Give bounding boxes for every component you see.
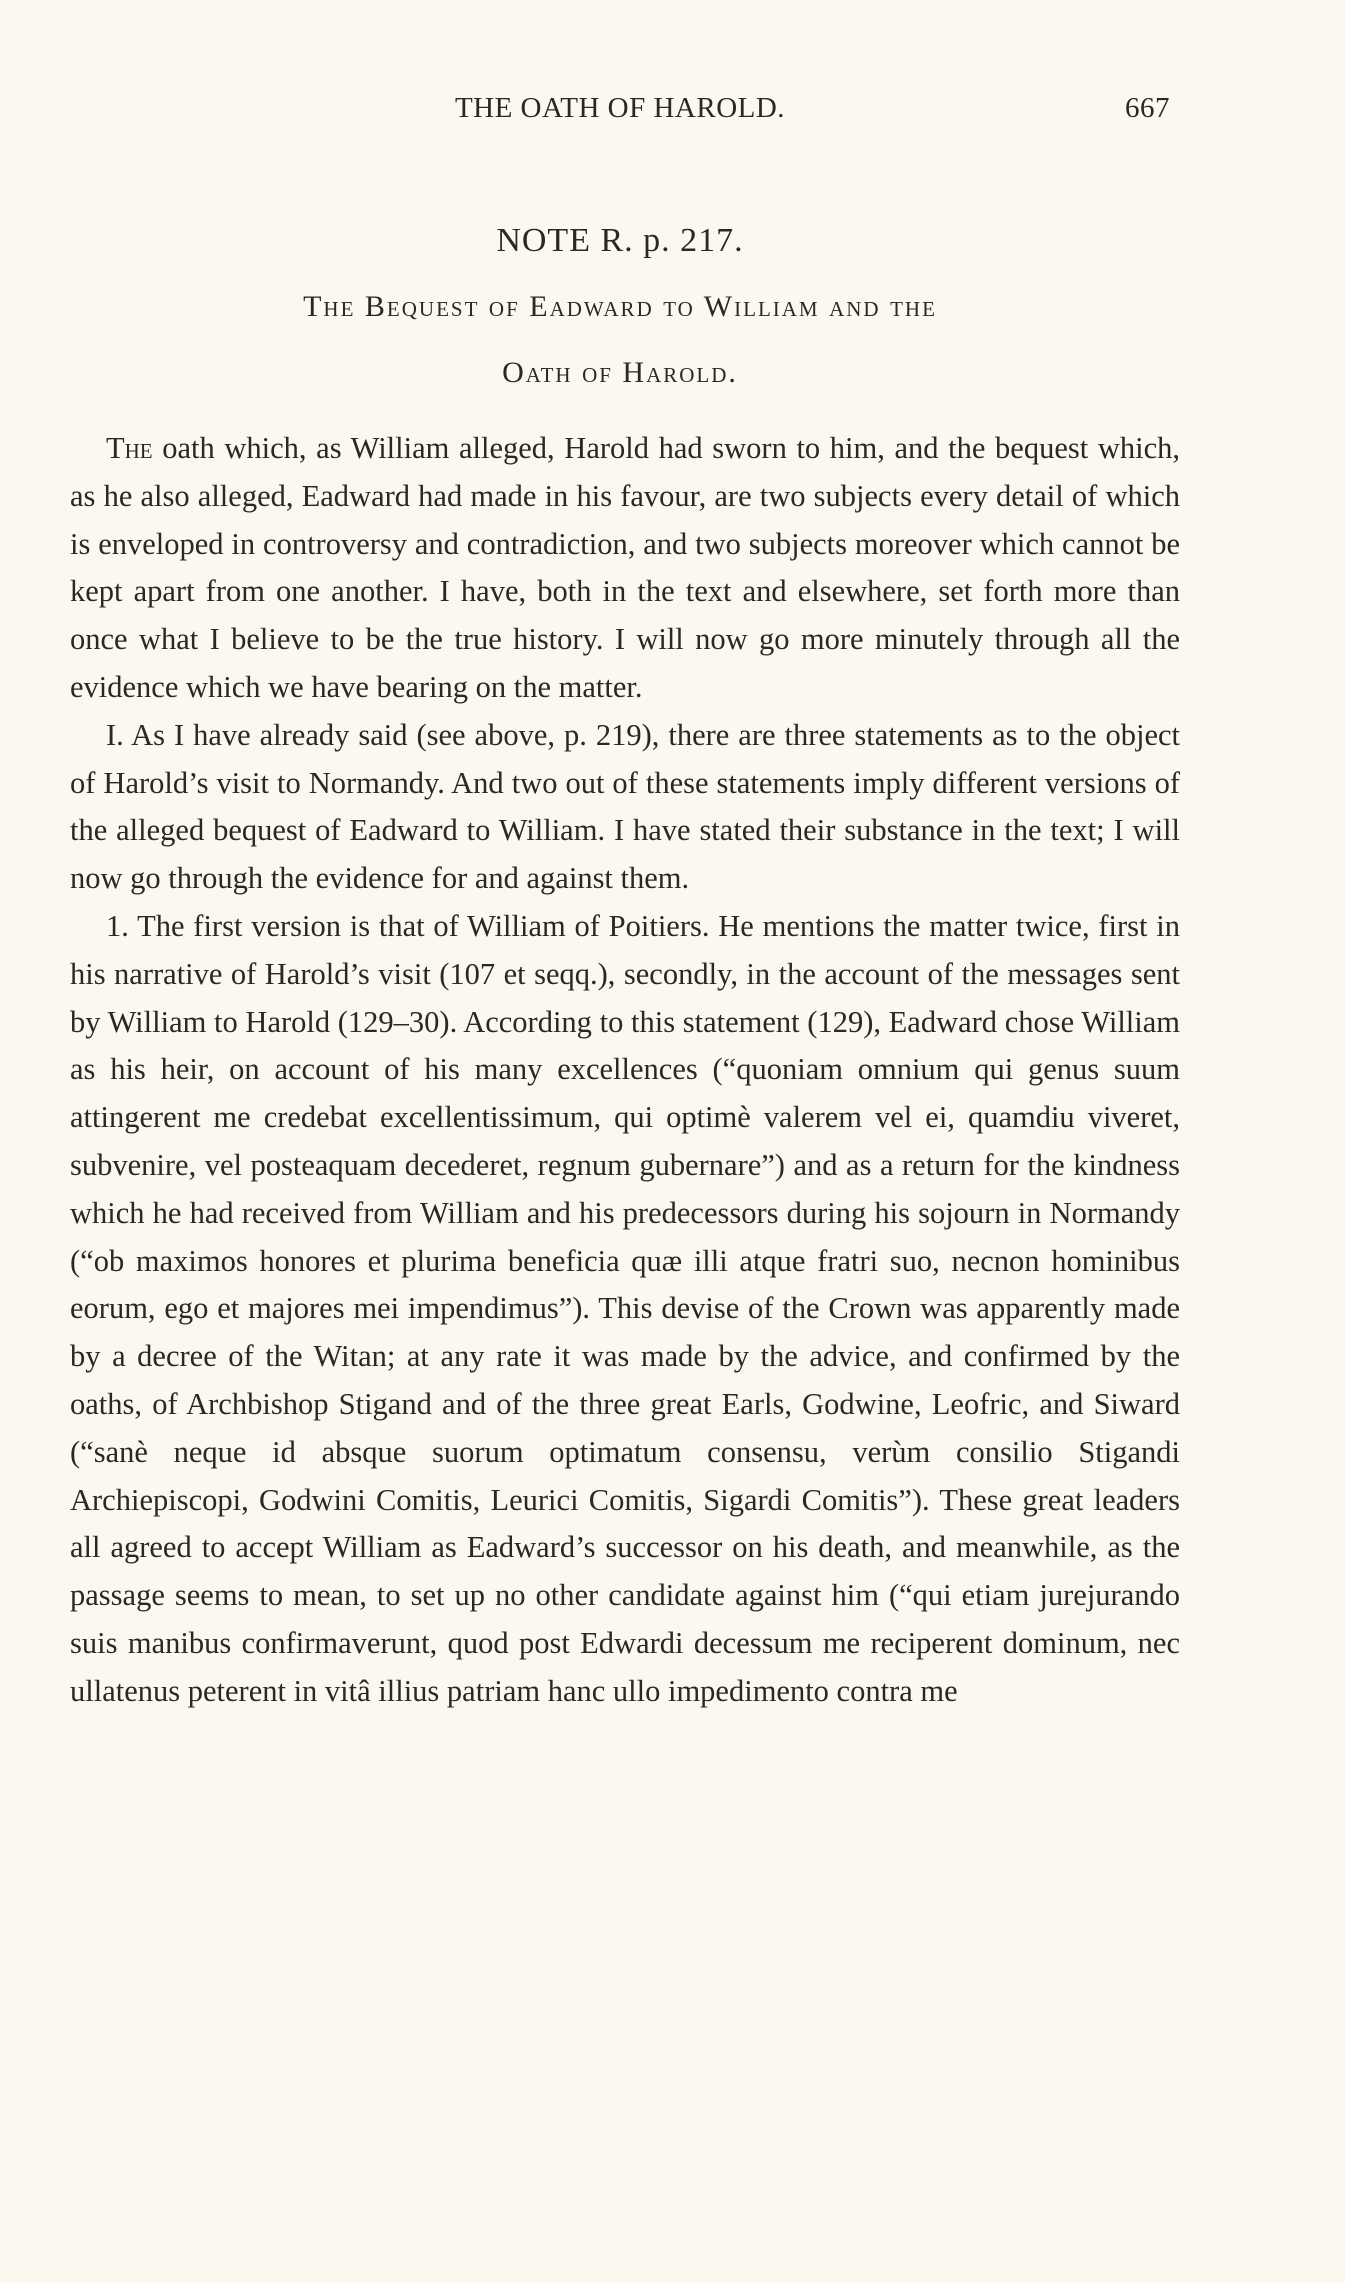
note-title-line-2: Oath of Harold. <box>502 356 738 389</box>
page-number: 667 <box>1125 92 1170 124</box>
paragraph-text: I. As I have already said (see above, p. 219), there are three statements as to the object of Harold’s visit to Normandy. And two out of these statements imply different versions of the alleged bequest of Eadward to William. I have stated their substance in the text; I will now go through the evidence for and against them. <box>70 717 1180 896</box>
note-heading: NOTE R. p. 217. <box>496 222 744 259</box>
paragraph-lead-word: The <box>106 431 153 465</box>
note-title-line-1: The Bequest of Eadward to William and the <box>303 290 937 323</box>
paragraph-version-1 <box>70 903 1180 1716</box>
paragraph-section-1 <box>70 712 1180 903</box>
paragraph-text: oath which, as William alleged, Harold had sworn to him, and the bequest which, as he also alleged, Eadward had made in his favour, are two subjects every detail of which is enveloped in controversy and contradiction, and two subjects moreover which cannot be kept apart from one another. I have, both in the text and elsewhere, set forth more than once what I believe to be the true history. I will now go more minutely through all the evidence which we have bearing on the matter. <box>70 431 1180 704</box>
running-title: THE OATH OF HAROLD. <box>454 92 786 124</box>
paragraph-intro <box>70 425 1180 712</box>
body-text <box>70 425 1180 1716</box>
paragraph-text: 1. The first version is that of William of Poitiers. He mentions the matter twice, first in his narrative of Harold’s visit (107 et seqq.), secondly, in the account of the messages sent by William to Harold (129–30). According to this statement (129), Eadward chose William as his heir, on account of his many excellences (“quoniam omnium qui genus suum attingerent me credebat excellentissimum, qui optimè valerem vel ei, quamdiu viveret, subvenire, vel posteaquam decederet, regnum gubernare”) and as a return for the kindness which he had received from William and his predecessors during his sojourn in Normandy (“ob maximos honores et plurima beneficia quæ illi atque fratri suo, necnon hominibus eorum, ego et majores mei impendimus”). This devise of the Crown was apparently made by a decree of the Witan; at any rate it was made by the advice, and confirmed by the oaths, of Archbishop Stigand and of the three great Earls, Godwine, Leofric, and Siward (“sanè neque id absque suorum optimatum consensu, verùm consilio Stigandi Archiepiscopi, Godwini Comitis, Leurici Comitis, Sigardi Comitis”). These great leaders all agreed to accept William as Eadward’s successor on his death, and meanwhile, as the passage seems to mean, to set up no other candidate against him (“qui etiam jurejurando suis manibus confirmaverunt, quod post Edwardi decessum me reciperent dominum, nec ullatenus peterent in vitâ illius patriam hanc ullo impedimento contra me <box>70 908 1180 1708</box>
running-head <box>70 92 1170 132</box>
